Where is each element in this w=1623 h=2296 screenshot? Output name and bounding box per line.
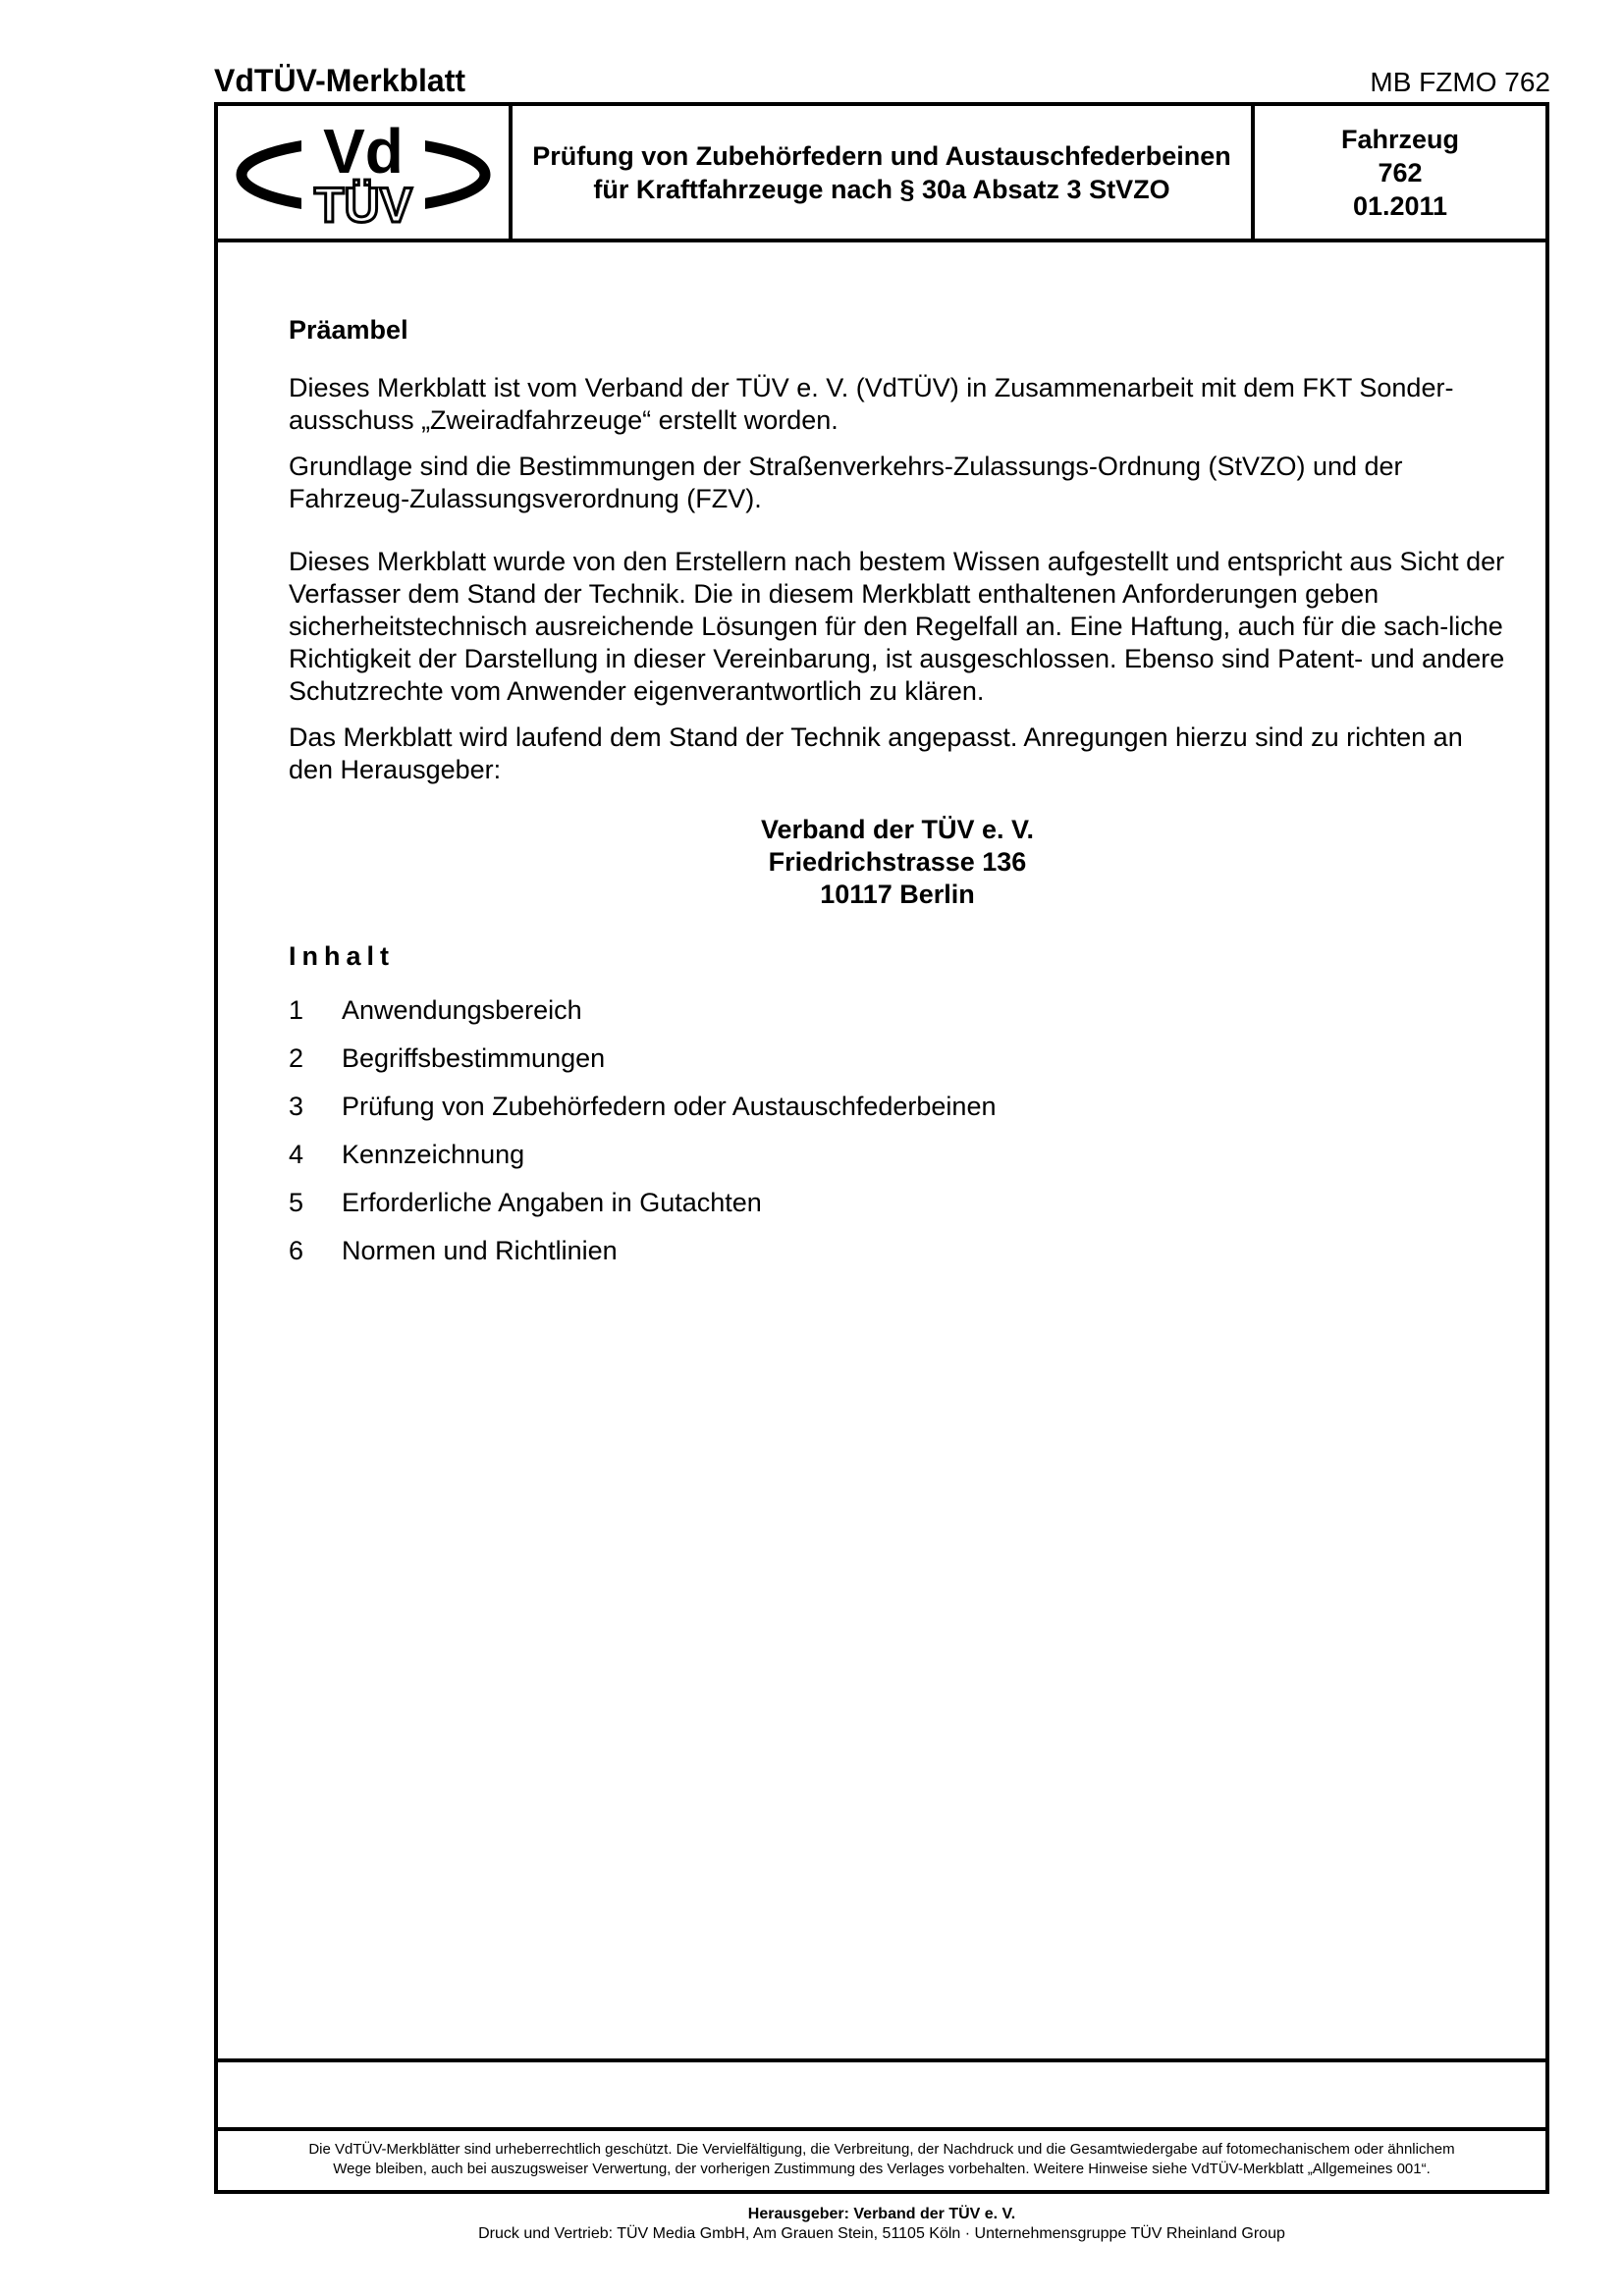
address-line-2: Friedrichstrasse 136	[768, 847, 1027, 877]
toc-item-number: 1	[289, 995, 304, 1025]
toc-item-number: 5	[289, 1188, 304, 1217]
paragraph-1: Dieses Merkblatt ist vom Verband der TÜV e. V. (VdTÜV) in Zusammenarbeit mit dem FKT Sonder-ausschuss „Zweiradfahrzeuge“ erstellt worden.	[289, 373, 1454, 435]
title-block	[214, 102, 1549, 242]
sheet-number: 762	[1378, 157, 1423, 187]
vdtuev-logo	[231, 112, 496, 234]
toc-item-label: Normen und Richtlinien	[342, 1236, 618, 1265]
toc-item-number: 2	[289, 1043, 304, 1073]
title-line-1: Prüfung von Zubehörfedern und Austauschfederbeinen	[532, 140, 1231, 171]
toc-item-number: 4	[289, 1140, 304, 1169]
toc-item-label: Begriffsbestimmungen	[342, 1043, 606, 1073]
document-number: MB FZMO 762	[1370, 67, 1550, 97]
paragraph-3: Dieses Merkblatt wurde von den Erstellern nach bestem Wissen aufgestellt und entspricht aus Sicht der Verfasser dem Stand der Technik. Die in diesem Merkblatt enthaltenen Anforderungen geben sicherheitstechnisch ausreichende Lösungen für den Regelfall an. Eine Haftung, auch für die sach-liche Richtigkeit der Darstellung in dieser Vereinbarung, ist ausgeschlossen. Ebenso sind Patent- und andere Schutzrechte vom Anwender eigenverantwortlich zu klären.	[289, 547, 1505, 706]
issue-date: 01.2011	[1352, 190, 1448, 221]
copyright-line-1: Die VdTÜV-Merkblätter sind urheberrechtlich geschützt. Die Vervielfältigung, die Verbreitung, der Nachdruck und die Gesamtwiedergabe auf fotomechanischem oder ähnlichem	[308, 2141, 1455, 2158]
toc-item-label: Erforderliche Angaben in Gutachten	[342, 1188, 762, 1217]
document-info	[1255, 106, 1545, 239]
toc-item	[289, 1227, 1506, 1275]
toc-item	[289, 1131, 1506, 1179]
copyright-notice	[214, 2131, 1549, 2194]
toc-item	[289, 987, 1506, 1035]
document-type-label: VdTÜV-Merkblatt	[214, 63, 466, 98]
document-title	[513, 106, 1255, 239]
logo-cell	[218, 106, 513, 239]
logo-text-bottom: TÜV	[314, 177, 412, 233]
toc-item-number: 6	[289, 1236, 304, 1265]
toc-item-label: Prüfung von Zubehörfedern oder Austauschfederbeinen	[342, 1092, 997, 1121]
address-line-3: 10117 Berlin	[820, 880, 975, 909]
toc-item	[289, 1179, 1506, 1227]
toc-heading: Inhalt	[289, 941, 395, 971]
title-line-2: für Kraftfahrzeuge nach § 30a Absatz 3 StVZO	[593, 174, 1170, 204]
preamble-heading: Präambel	[289, 315, 408, 345]
footer-distribution: Druck und Vertrieb: TÜV Media GmbH, Am Grauen Stein, 51105 Köln · Unternehmensgruppe TÜV Rheinland Group	[478, 2225, 1285, 2242]
toc-item-label: Anwendungsbereich	[342, 995, 582, 1025]
category-label: Fahrzeug	[1340, 124, 1459, 154]
toc-item	[289, 1083, 1506, 1131]
address-line-1: Verband der TÜV e. V.	[760, 815, 1035, 844]
toc-item	[289, 1035, 1506, 1083]
logo-text-top: Vd	[323, 115, 404, 187]
main-content	[289, 314, 1506, 1275]
publisher-address	[289, 814, 1506, 911]
footer-publisher: Herausgeber: Verband der TÜV e. V.	[747, 2206, 1016, 2222]
copyright-line-2: Wege bleiben, auch bei auszugsweiser Verwertung, der vorherigen Zustimmung des Verlages vorbehalten. Weitere Hinweise siehe VdTÜV-Merkblatt „Allgemeines 001“.	[333, 2161, 1431, 2177]
paragraph-4: Das Merkblatt wird laufend dem Stand der Technik angepasst. Anregungen hierzu sind zu richten an den Herausgeber:	[289, 722, 1463, 784]
toc-item-label: Kennzeichnung	[342, 1140, 525, 1169]
paragraph-2: Grundlage sind die Bestimmungen der Straßenverkehrs-Zulassungs-Ordnung (StVZO) und der Fahrzeug-Zulassungsverordnung (FZV).	[289, 452, 1403, 513]
table-of-contents	[289, 987, 1506, 1275]
blank-row	[214, 2062, 1549, 2131]
toc-item-number: 3	[289, 1092, 304, 1121]
